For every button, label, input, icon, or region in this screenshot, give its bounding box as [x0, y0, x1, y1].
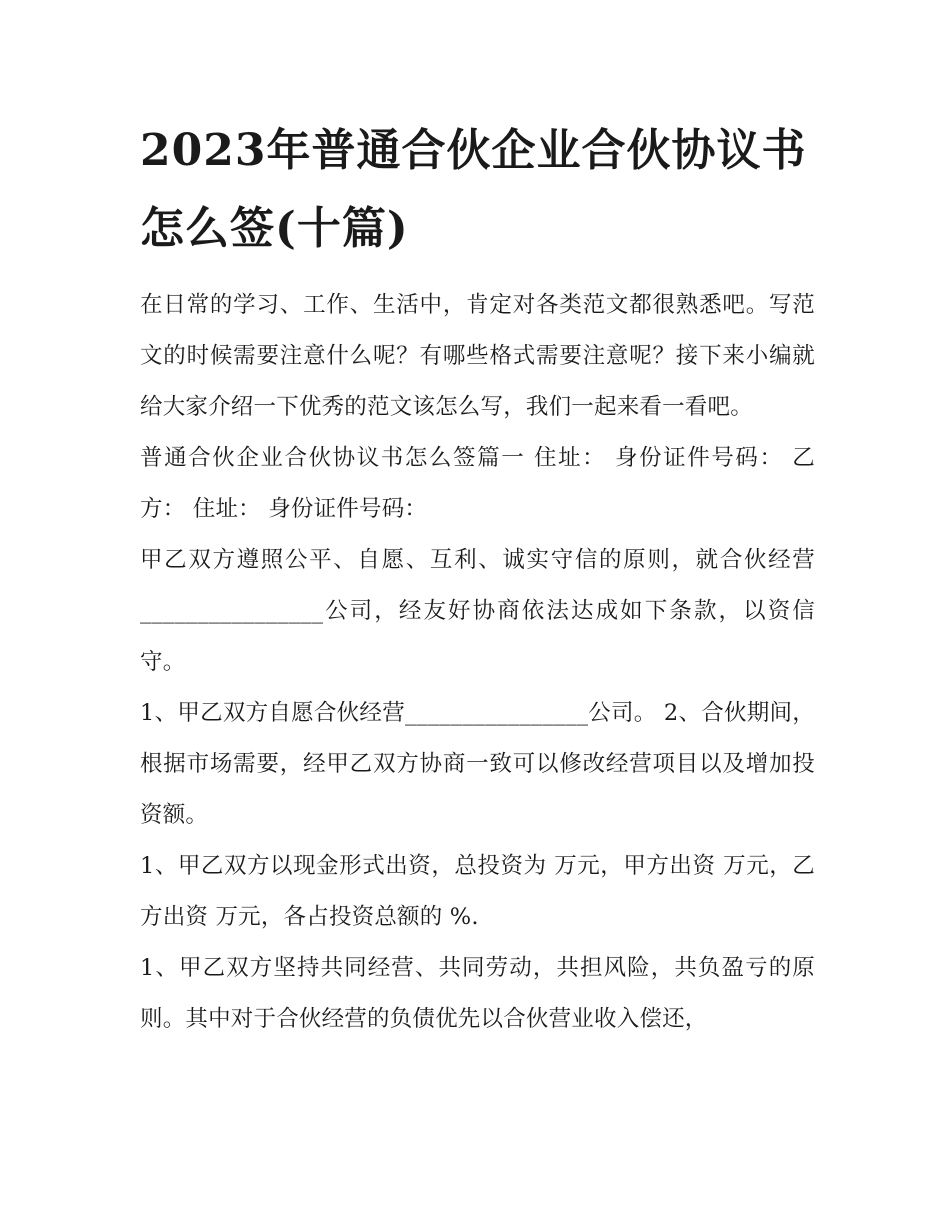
- clause-operation-paragraph: 1、甲乙双方坚持共同经营、共同劳动，共担风险，共负盈亏的原则。其中对于合伙经营的负债优先以合伙营业收入偿还，: [140, 955, 815, 1032]
- clause-investment-paragraph: 1、甲乙双方以现金形式出资，总投资为 万元，甲方出资 万元，乙方出资 万元，各占投资总额的 %.: [140, 853, 815, 930]
- document-title: 2023年普通合伙企业合伙协议书怎么签(十篇): [140, 125, 807, 254]
- principle-paragraph: 甲乙双方遵照公平、自愿、互利、诚实守信的原则，就合伙经营________________公司，经友好协商依法达成如下条款，以资信守。: [140, 547, 815, 675]
- intro-paragraph: 在日常的学习、工作、生活中，肯定对各类范文都很熟悉吧。写范文的时候需要注意什么呢？有哪些格式需要注意呢？接下来小编就给大家介绍一下优秀的范文该怎么写，我们一起来看一看吧。: [140, 292, 815, 420]
- document-page: [140, 112, 815, 1045]
- clause-business-paragraph: 1、甲乙双方自愿合伙经营________________公司。 2、合伙期间，根据市场需要，经甲乙双方协商一致可以修改经营项目以及增加投资额。: [140, 700, 815, 828]
- parties-paragraph: 普通合伙企业合伙协议书怎么签篇一 住址： 身份证件号码： 乙方： 住址： 身份证件号码：: [140, 445, 815, 522]
